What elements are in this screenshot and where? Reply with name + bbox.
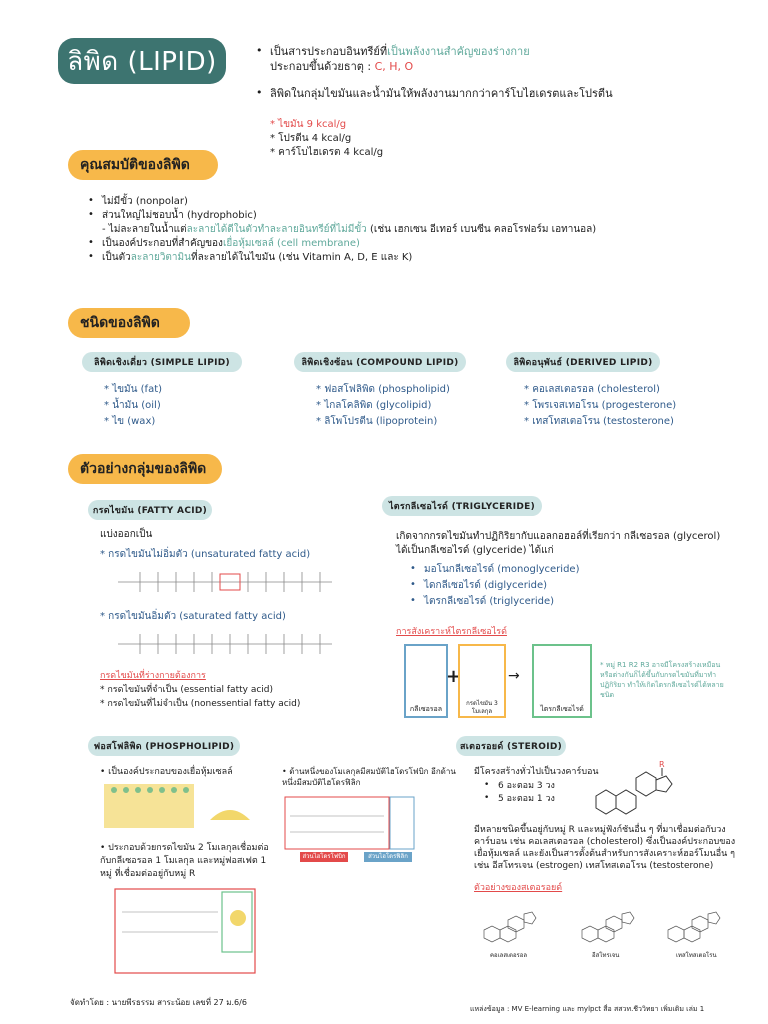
derived-lipid-label: ลิพิดอนุพันธ์ (DERIVED LIPID) — [506, 352, 660, 372]
energy-protein: * โปรตีน 4 kcal/g — [270, 133, 352, 144]
steroid-examples-title: ตัวอย่างของสเตอรอยด์ — [474, 883, 563, 893]
intro-bullet-1: • เป็นสารประกอบอินทรีย์ที่เป็นพลังงานสำคัญของร่างกาย ประกอบขึ้นด้วยธาตุ : C, H, O — [256, 44, 726, 74]
compound-lipid-label: ลิพิดเชิงซ้อน (COMPOUND LIPID) — [294, 352, 466, 372]
nonessential-fatty: * กรดไขมันที่ไม่จำเป็น (nonessential fatty acid) — [100, 699, 301, 709]
steroid-desc: มีหลายชนิดขึ้นอยู่กับหมู่ R และหมู่ฟังก์ชันอื่น ๆ ที่มาเชื่อมต่อกับวงคาร์บอน เช่น คอเลสเตอรอล (cholesterol) ซึ่งเป็นองค์ประกอบของเยื่อหุ้มเซลล์ และยังเป็นสารตั้งต้นสำหรับการสังเคราะห์ฮอร์โมนอื่น ๆ เช่น อีสโทรเจน (estrogen) เทสโทสเตอโรน (testosterone) — [474, 825, 736, 871]
plus-icon: + — [446, 666, 462, 687]
r-group-label: R — [659, 760, 665, 769]
footer-source: แหล่งข้อมูล : MV E-learning และ mylpct สื่อ สสวท.ชีววิทยา เพิ่มเติม เล่ม 1 — [470, 1005, 705, 1013]
list-item: * ฟอสโฟลิพิด (phospholipid) — [316, 382, 450, 398]
amphipathic-figure — [284, 796, 416, 850]
energy-fat: * ไขมัน 9 kcal/g — [270, 119, 347, 130]
list-item: * น้ำมัน (oil) — [104, 398, 162, 414]
fatty-split: แบ่งออกเป็น — [100, 529, 153, 540]
membrane-figure — [100, 780, 270, 832]
fatty-acid-label: กรดไขมัน (FATTY ACID) — [88, 500, 212, 520]
energy-carb: * คาร์โบไฮเดรต 4 kcal/g — [270, 147, 384, 158]
essential-fatty: * กรดไขมันที่จำเป็น (essential fatty acid) — [100, 685, 274, 695]
list-item: * ไขมัน (fat) — [104, 382, 162, 398]
triglyceride-box: ไตรกลีเซอไรด์ — [532, 644, 592, 718]
list-item: * เทสโทสเตอโรน (testosterone) — [524, 414, 676, 430]
prop-nonpolar: • ไม่มีขั้ว (nonpolar) — [88, 195, 738, 209]
phospholipid-structure-figure — [114, 888, 256, 974]
props-list — [88, 195, 738, 265]
triglyceride-label: ไตรกลีเซอไรด์ (TRIGLYCERIDE) — [382, 496, 542, 516]
cholesterol-figure — [478, 900, 542, 944]
page-title: ลิพิด (LIPID) — [58, 38, 226, 84]
fatty-acid-box: กรดไขมัน 3 โมเลกุล — [458, 644, 506, 718]
unsaturated-label: * กรดไขมันไม่อิ่มตัว (unsaturated fatty acid) — [100, 549, 311, 560]
intro-bullet-2: • ลิพิดในกลุ่มไขมันและน้ำมันให้พลังงานมากกว่าคาร์โบไฮเดรตและโปรตีน — [256, 86, 726, 101]
triglyceride-note: * หมู่ R1 R2 R3 อาจมีโครงสร้างเหมือนหรือต่างกันก็ได้ขึ้นกับกรดไขมันที่มาทำปฏิกิริยา ทำให้เกิดไตรกลีเซอไรด์ได้หลายชนิด — [600, 661, 724, 699]
list-item: • ไดกลีเซอไรด์ (diglyceride) — [410, 578, 579, 594]
prop-hydrophobic: • ส่วนใหญ่ไม่ชอบน้ำ (hydrophobic) — [88, 209, 738, 223]
glyceride-list — [410, 562, 579, 610]
triglyceride-desc: เกิดจากกรดไขมันทำปฏิกิริยากับแอลกอฮอล์ที่เรียกว่า กลีเซอรอล (glycerol) ได้เป็นกลีเซอไรด์ (glyceride) ได้แก่ — [396, 531, 721, 556]
unsaturated-structure-figure — [110, 566, 340, 598]
testosterone-figure — [662, 900, 726, 944]
list-item: * ไข (wax) — [104, 414, 162, 430]
simple-lipid-label: ลิพิดเชิงเดี่ยว (SIMPLE LIPID) — [82, 352, 242, 372]
phospho-bullet-1: • เป็นองค์ประกอบของเยื่อหุ้มเซลล์ — [100, 767, 233, 777]
synthesis-title: การสังเคราะห์ไตรกลีเซอไรด์ — [396, 627, 507, 637]
glycerol-box: กลีเซอรอล — [404, 644, 448, 718]
list-item: * คอเลสเตอรอล (cholesterol) — [524, 382, 676, 398]
arrow-icon: → — [508, 668, 520, 684]
simple-lipid-list — [104, 382, 162, 430]
prop-vitamin: • เป็นตัวละลายวิตามินที่ละลายได้ในไขมัน (เช่น Vitamin A, D, E และ K) — [88, 251, 738, 265]
footer-author: จัดทำโดย : นายพีรธรรม สาระน้อย เลขที่ 27 ม.6/6 — [70, 998, 247, 1007]
intro-section — [256, 44, 726, 101]
energy-list — [270, 118, 383, 160]
estrogen-figure — [576, 900, 640, 944]
types-header: ชนิดของลิพิด — [68, 308, 190, 338]
cholesterol-caption: คอเลสเตอรอล — [490, 952, 528, 959]
saturated-structure-figure — [110, 628, 340, 660]
list-item: • มอโนกลีเซอไรด์ (monoglyceride) — [410, 562, 579, 578]
testosterone-caption: เทสโทสเตอโรน — [676, 952, 717, 959]
list-item: * ลิโพโปรตีน (lipoprotein) — [316, 414, 450, 430]
examples-header: ตัวอย่างกลุ่มของลิพิด — [68, 454, 222, 484]
prop-membrane: • เป็นองค์ประกอบที่สำคัญของเยื่อหุ้มเซลล์ (cell membrane) — [88, 237, 738, 251]
steroid-rings-figure — [586, 760, 690, 818]
list-item: • ไตรกลีเซอไรด์ (triglyceride) — [410, 594, 579, 610]
list-item: • 6 อะตอม 3 วง — [484, 780, 555, 793]
hydrophobic-tag: ส่วนไฮโดรโฟบิก — [300, 852, 348, 862]
saturated-label: * กรดไขมันอิ่มตัว (saturated fatty acid) — [100, 611, 286, 622]
body-fatty-title: กรดไขมันที่ร่างกายต้องการ — [100, 671, 206, 681]
steroid-rings-list — [484, 780, 555, 806]
list-item: • 5 อะตอม 1 วง — [484, 793, 555, 806]
steroid-structure-text: มีโครงสร้างทั่วไปเป็นวงคาร์บอน — [474, 767, 599, 777]
hydrophilic-tag: ส่วนไฮโดรฟิลิก — [364, 852, 412, 862]
prop-solubility: - ไม่ละลายในน้ำแต่ละลายได้ดีในตัวทำละลายอินทรีย์ที่ไม่มีขั้ว (เช่น เฮกเซน อีเทอร์ เบนซีน คลอโรฟอร์ม เอทานอล) — [102, 224, 597, 235]
compound-lipid-list — [316, 382, 450, 430]
steroid-label: สเตอรอยด์ (STEROID) — [456, 736, 566, 756]
estrogen-caption: อีสโทรเจน — [592, 952, 620, 959]
list-item: * โพรเจสเทอโรน (progesterone) — [524, 398, 676, 414]
derived-lipid-list — [524, 382, 676, 430]
props-header: คุณสมบัติของลิพิด — [68, 150, 218, 180]
phospho-bullet-3: • ด้านหนึ่งของโมเลกุลมีสมบัติไฮโดรโฟบิก อีกด้านหนึ่งมีสมบัติไฮโดรฟิลิก — [282, 767, 456, 787]
phospholipid-label: ฟอสโฟลิพิด (PHOSPHOLIPID) — [88, 736, 240, 756]
phospho-bullet-2: • ประกอบด้วยกรดไขมัน 2 โมเลกุลเชื่อมต่อกับกลีเซอรอล 1 โมเลกุล และหมู่ฟอสเฟต 1 หมู่ ที่เชื่อมต่ออยู่กับหมู่ R — [100, 843, 269, 879]
list-item: * ไกลโคลิพิด (glycolipid) — [316, 398, 450, 414]
